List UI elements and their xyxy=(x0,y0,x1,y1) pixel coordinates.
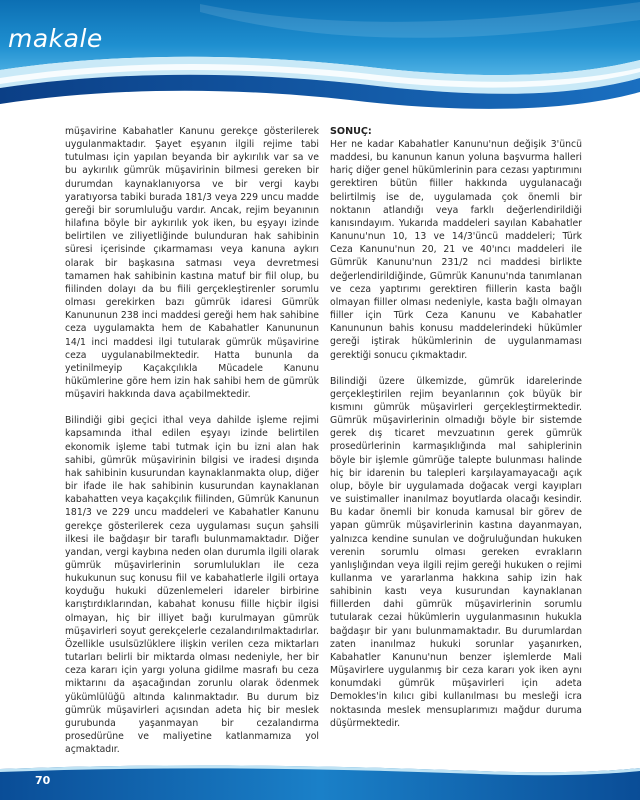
section-title: makale xyxy=(8,24,103,53)
right-text-column xyxy=(330,125,582,730)
page-header xyxy=(0,0,640,115)
footer-bar xyxy=(0,763,640,800)
paragraph: Bilindiği gibi geçici ithal veya dahilde işleme rejimi kapsamında ithal edilen eşyayı izinde belirtilen ekonomik işleme tabi tutmak için bu izni alan hak sahibi, gümrük müşavirinin bilgisi ve iradesi dışında hak sahibinin kusurundan kaynaklanmakta olup, diğer bir ifade ile hak sahibinin kusurundan kaynaklanan kabahatten veya kaçakçılık fiilinden, Gümrük Kanunun 181/3 ve 229 uncu maddeleri ve Kabahatler Kanunu gerekçe gösterilerek ceza uygulaması suçun şahsili ilkesi ile bağdaşır bir taraflı bulunmamaktadır. Diğer yandan, vergi kaybına neden olan durumla ilgili olarak gümrük müşavirlerinin sorumlulukları ile ceza hukukunun suç konusu fiil ve kabahatlerle ilgili ortaya koyduğu hukuki düzenlemeleri idareler birbirine karıştırdıklarından, kabahat konusu fiille hiçbir ilgisi olmayan, hiç bir illiyet bağı kurulmayan gümrük müşavirleri soyut gerekçelerle cezalandırılmaktadırlar. Özellikle usulsüzlüklere ilişkin verilen ceza miktarları tutarları belirli bir miktarda olması nedeniyle, her bir ceza kararı için yargı yoluna gidilme masrafı bu ceza miktarını da aşacağından zorunlu olarak ödenmek yükümlülüğü altında kalınmaktadır. Bu durum biz gümrük müşavirleri açısından adeta hiç bir meslek gurubunda yaşanmayan bir cezalandırma prosedürüne ve maliyetine katlanmamıza yol açmaktadır. xyxy=(65,415,319,756)
paragraph: müşavirine Kabahatler Kanunu gerekçe gösterilerek uygulanmaktadır. Şayet eşyanın ilgili rejime tabi tutulması için yapılan beyanda bir aykırılık var sa ve bu aykırılık gümrük müşavirinin bilmesi gereken bir durumdan kaynaklanıyorsa ve bir vergi kaybı yaratıyorsa tabiki burada 181/3 veya 229 uncu madde gereği bir sorumluluğu vardır. Ancak, rejim beyanının hilafına böyle bir aykırılık yok iken, bu eşyayı izinde belirtilen ve ziliyetliğinde bulunduran hak sahibinin süresi içerisinde çıkarmaması veya kanuna aykırı olarak bir başkasına satması veya devretmesi tamamen hak sahibinin kastına matuf bir fiil olup, bu fiilinden dolayı da bu fiili gerçekleştirenler sorumlu olması gerekirken bazı gümrük idaresi Gümrük Kanununun 238 inci maddesi gereği hem hak sahibine ceza uygulamakta hem de Kabahatler Kanununun 14/1 inci maddesi ilgi tutularak gümrük müşavirine ceza uygulanabilmektedir. Hatta bununla da yetinilmeyip Kaçakçılıkla Mücadele Kanunu hükümlerine göre hem izin hak sahibi hem de gümrük müşaviri hakkında dava açabilmektedir. xyxy=(65,126,319,401)
footer-wave-graphic xyxy=(0,763,640,800)
left-text-column xyxy=(65,125,319,756)
page-number: 70 xyxy=(35,774,51,787)
conclusion-heading: SONUÇ: xyxy=(330,126,372,137)
paragraph: Bilindiği üzere ülkemizde, gümrük idarelerinde gerçekleştirilen rejim beyanlarının çok büyük bir kısmını gümrük müşavirleri gerçekleştirmektedir. Gümrük müşavirlerinin olmadığı böyle bir sistemde gerek dış ticaret mevzuatının gerek gümrük prosedürlerinin karmaşıklığında mal sahiplerinin böyle bir işlemle gümrüğe talepte bulunması halinde hiç bir idarenin bu talepleri karşılayamayacağı açık olup, böyle bir uygulamada doğacak vergi kayıpları ve suistimaller inanılmaz boyutlarda olacağı kesindir. Bu kadar önemli bir konuda kamusal bir görev de yapan gümrük müşavirlerinin kastına dayanmayan, yalnızca kendine sunulan ve doğruluğundan hukuken verenin sorumlu olması gereken evrakların yanlışlığından veya ilgili rejim gereği hukuken o rejimi kullanma ve yararlanma hakkına sahip izin hak sahibinin kastı veya kusurundan kaynaklanan fiillerden dahi gümrük müşavirlerinin sorumlu tutularak cezai hükümlerin uygulanmasının hukukla bağdaşır bir yanı bulunmamaktadır. Bu durumlardan zaten inanılmaz hukuki sorunlar yaşanırken, Kabahatler Kanunu'nun benzer işlemlerde Mali Müşavirlere uygulanmış bir ceza kararı yok iken aynı konumdaki gümrük müşavirleri için adeta Demokles'in kılıcı gibi kullanılması bu mesleği icra noktasında meslek mensuplarımızı mağdur duruma düşürmektedir. xyxy=(330,375,582,729)
paragraph: Her ne kadar Kabahatler Kanunu'nun değişik 3'üncü maddesi, bu kanunun kanun yoluna başvurma halleri hariç diğer genel hükümlerinin para cezası yaptırımını gerektiren bütün fiiller hakkında uygulanacağı belirtilmiş ise de, uygulamada çok önemli bir noktanın atlandığı veya farklı değerlendirildiği kanısındayım. Yukarıda maddeleri sayılan Kabahatler Kanunu'nun 10, 13 ve 14/3'üncü maddeleri; Türk Ceza Kanunu'nun 20, 21 ve 40'ıncı maddeleri ile Gümrük Kanunu'nun 231/2 nci maddesi birlikte değerlendirildiğinde, Gümrük Kanunu'nda tanımlanan ve ceza yaptırımı gerektiren fiillerin kasta bağlı olmayan fiiller olması nedeniyle, kasta bağlı olmayan fiiller için Türk Ceza Kanunu ve Kabahatler Kanununun bahis konusu maddelerindeki hükümler gereği iştirak hükümlerinin de uygulanmaması gerektiği sonucu çıkmaktadır. xyxy=(330,139,582,361)
header-wave-graphic xyxy=(0,0,640,115)
